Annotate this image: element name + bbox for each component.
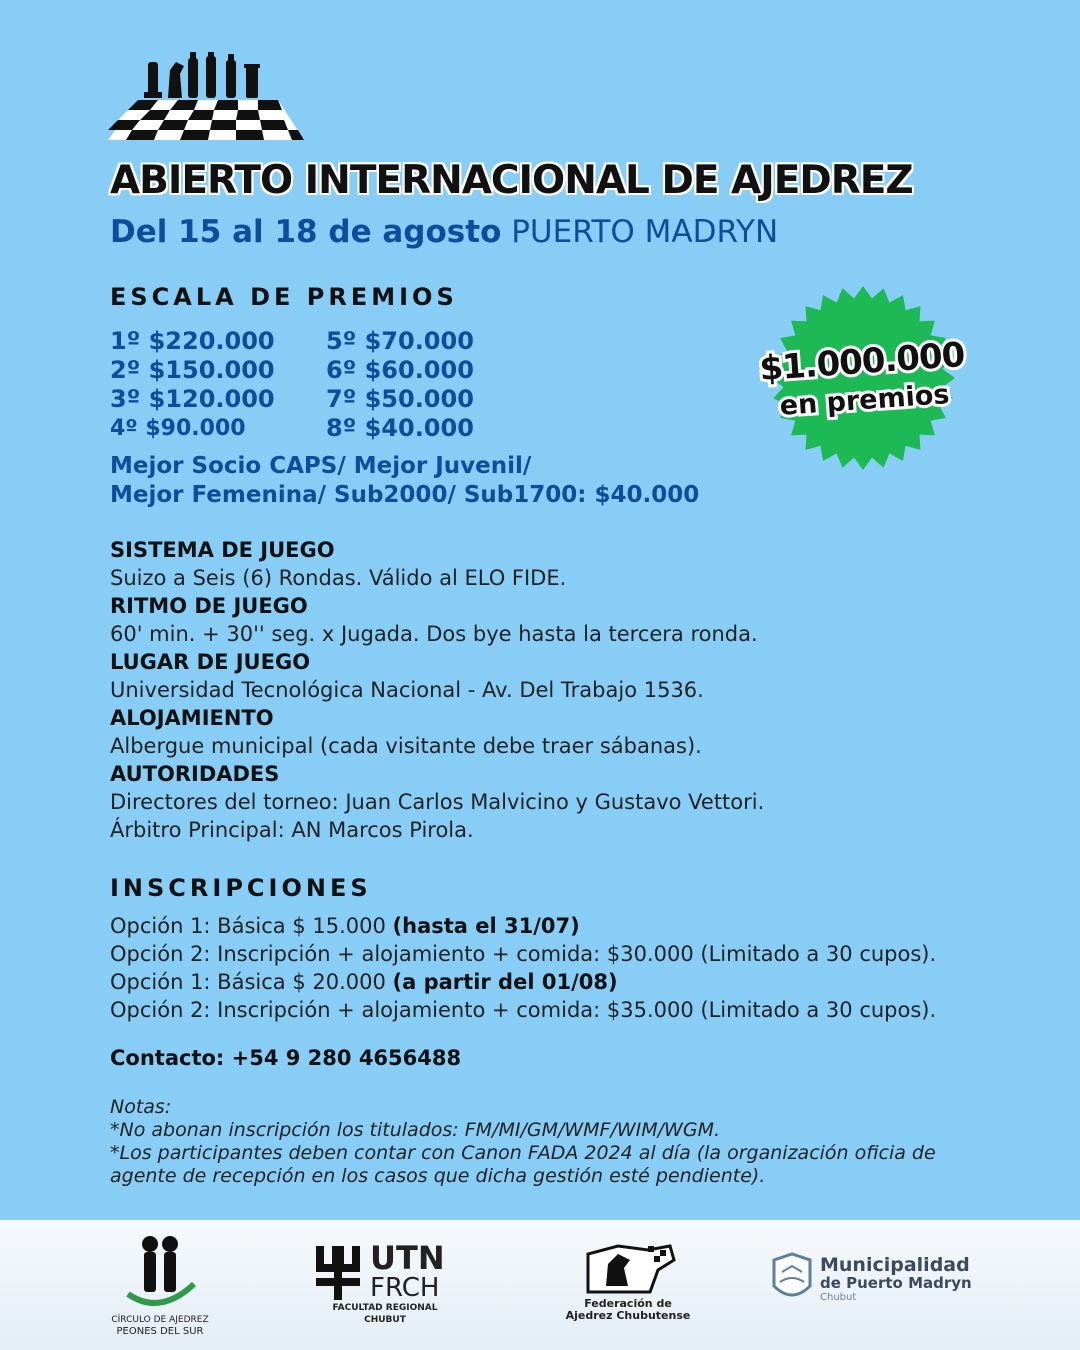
sponsor-4-line2: de Puerto Madryn xyxy=(820,1274,972,1292)
registration-line xyxy=(110,968,936,996)
info-value: Suizo a Seis (6) Rondas. Válido al ELO FIDE. xyxy=(110,566,567,590)
prizes-heading: ESCALA DE PREMIOS xyxy=(110,283,458,311)
registration-line: Opción 2: Inscripción + alojamiento + comida: $30.000 (Limitado a 30 cupos). xyxy=(110,942,937,966)
prize-item: 6º $60.000 xyxy=(326,356,474,384)
prize-item: 1º $220.000 xyxy=(110,327,275,355)
sponsor-2-caption: FACULTAD REGIONAL CHUBUT xyxy=(332,1303,438,1325)
registration-heading: INSCRIPCIONES xyxy=(110,874,372,902)
info-value: Albergue municipal (cada visitante debe traer sábanas). xyxy=(110,734,702,758)
info-value: Directores del torneo: Juan Carlos Malvicino y Gustavo Vettori. xyxy=(110,790,765,814)
checkerboard xyxy=(108,100,304,140)
registration-line xyxy=(110,912,936,940)
prize-column-2 xyxy=(326,327,474,443)
info-label: ALOJAMIENTO xyxy=(110,706,274,730)
notes xyxy=(110,1096,990,1188)
utn-label: UTN xyxy=(370,1239,445,1277)
chess-board-logo xyxy=(108,52,304,142)
prize-item: 3º $120.000 xyxy=(110,385,275,413)
registration-text: Opción 1: Básica $ 20.000 xyxy=(110,970,393,994)
knight-map-icon xyxy=(578,1240,678,1294)
special-prizes-line: Mejor Socio CAPS/ Mejor Juvenil/ xyxy=(110,453,532,479)
note-item: *Los participantes deben contar con Canon FADA 2024 al día (la organización oficia de agente de recepción en los casos que dicha gestión esté pendiente). xyxy=(110,1142,936,1187)
sponsor-federacion xyxy=(548,1240,708,1322)
municipal-text xyxy=(820,1255,972,1303)
registration-text: Opción 1: Básica $ 15.000 xyxy=(110,914,393,938)
utn-emblem-icon xyxy=(312,1242,364,1302)
sponsor-municipalidad xyxy=(770,1252,990,1306)
info-label: LUGAR DE JUEGO xyxy=(110,650,311,674)
info-value: Árbitro Principal: AN Marcos Pirola. xyxy=(110,818,474,842)
info-value: Universidad Tecnológica Nacional - Av. Del Trabajo 1536. xyxy=(110,678,704,702)
sponsor-4-line1: Municipalidad xyxy=(820,1254,970,1276)
sponsor-1-line1: CÍRCULO DE AJEDREZ xyxy=(111,1315,209,1325)
prize-item: 4º $90.000 xyxy=(110,416,246,441)
sponsor-1-line2: PEONES DEL SUR xyxy=(116,1326,204,1337)
registration-options xyxy=(110,912,936,1024)
prize-item: 2º $150.000 xyxy=(110,356,275,384)
contact-phone: Contacto: +54 9 280 4656488 xyxy=(110,1046,462,1070)
sponsor-3-line1: Federación de xyxy=(584,1297,672,1310)
badge-amount: $1.000.000 xyxy=(758,334,966,390)
registration-deadline: (a partir del 01/08) xyxy=(392,970,618,994)
sponsor-utn-frch xyxy=(312,1239,458,1326)
prize-item: 5º $70.000 xyxy=(326,327,474,355)
utn-text xyxy=(370,1239,445,1303)
event-date: Del 15 al 18 de agosto xyxy=(110,214,502,250)
event-city: PUERTO MADRYN xyxy=(511,214,779,250)
municipal-shield-icon xyxy=(770,1252,814,1306)
info-label: RITMO DE JUEGO xyxy=(110,594,308,618)
registration-line: Opción 2: Inscripción + alojamiento + comida: $35.000 (Limitado a 30 cupos). xyxy=(110,998,937,1022)
sponsor-4-line3: Chubut xyxy=(820,1292,857,1303)
notes-title: Notas: xyxy=(110,1096,172,1118)
prize-item: 8º $40.000 xyxy=(326,414,474,442)
info-label: AUTORIDADES xyxy=(110,762,280,786)
chess-pieces xyxy=(144,52,260,98)
game-info xyxy=(110,536,764,844)
event-subtitle xyxy=(110,214,778,250)
frch-label: FRCH xyxy=(370,1273,440,1303)
prize-column-1 xyxy=(110,327,275,443)
info-label: SISTEMA DE JUEGO xyxy=(110,538,335,562)
info-value: 60' min. + 30'' seg. x Jugada. Dos bye hasta la tercera ronda. xyxy=(110,622,758,646)
sponsor-3-line2: Ajedrez Chubutense xyxy=(565,1309,691,1322)
event-title: ABIERTO INTERNACIONAL DE AJEDREZ xyxy=(110,158,913,203)
note-item: *No abonan inscripción los titulados: FM/MI/GM/WMF/WIM/WGM. xyxy=(110,1119,721,1141)
total-prize-badge xyxy=(758,283,968,473)
sponsor-peones-del-sur xyxy=(106,1232,214,1338)
sponsor-footer xyxy=(0,1220,1080,1350)
registration-deadline: (hasta el 31/07) xyxy=(392,914,580,938)
special-prizes xyxy=(110,452,699,510)
badge-label: en premios xyxy=(778,379,951,422)
pawn-logo-icon xyxy=(120,1232,200,1310)
utn-logo xyxy=(312,1239,458,1303)
prize-item: 7º $50.000 xyxy=(326,385,474,413)
special-prizes-line: Mejor Femenina/ Sub2000/ Sub1700: $40.000 xyxy=(110,482,700,508)
